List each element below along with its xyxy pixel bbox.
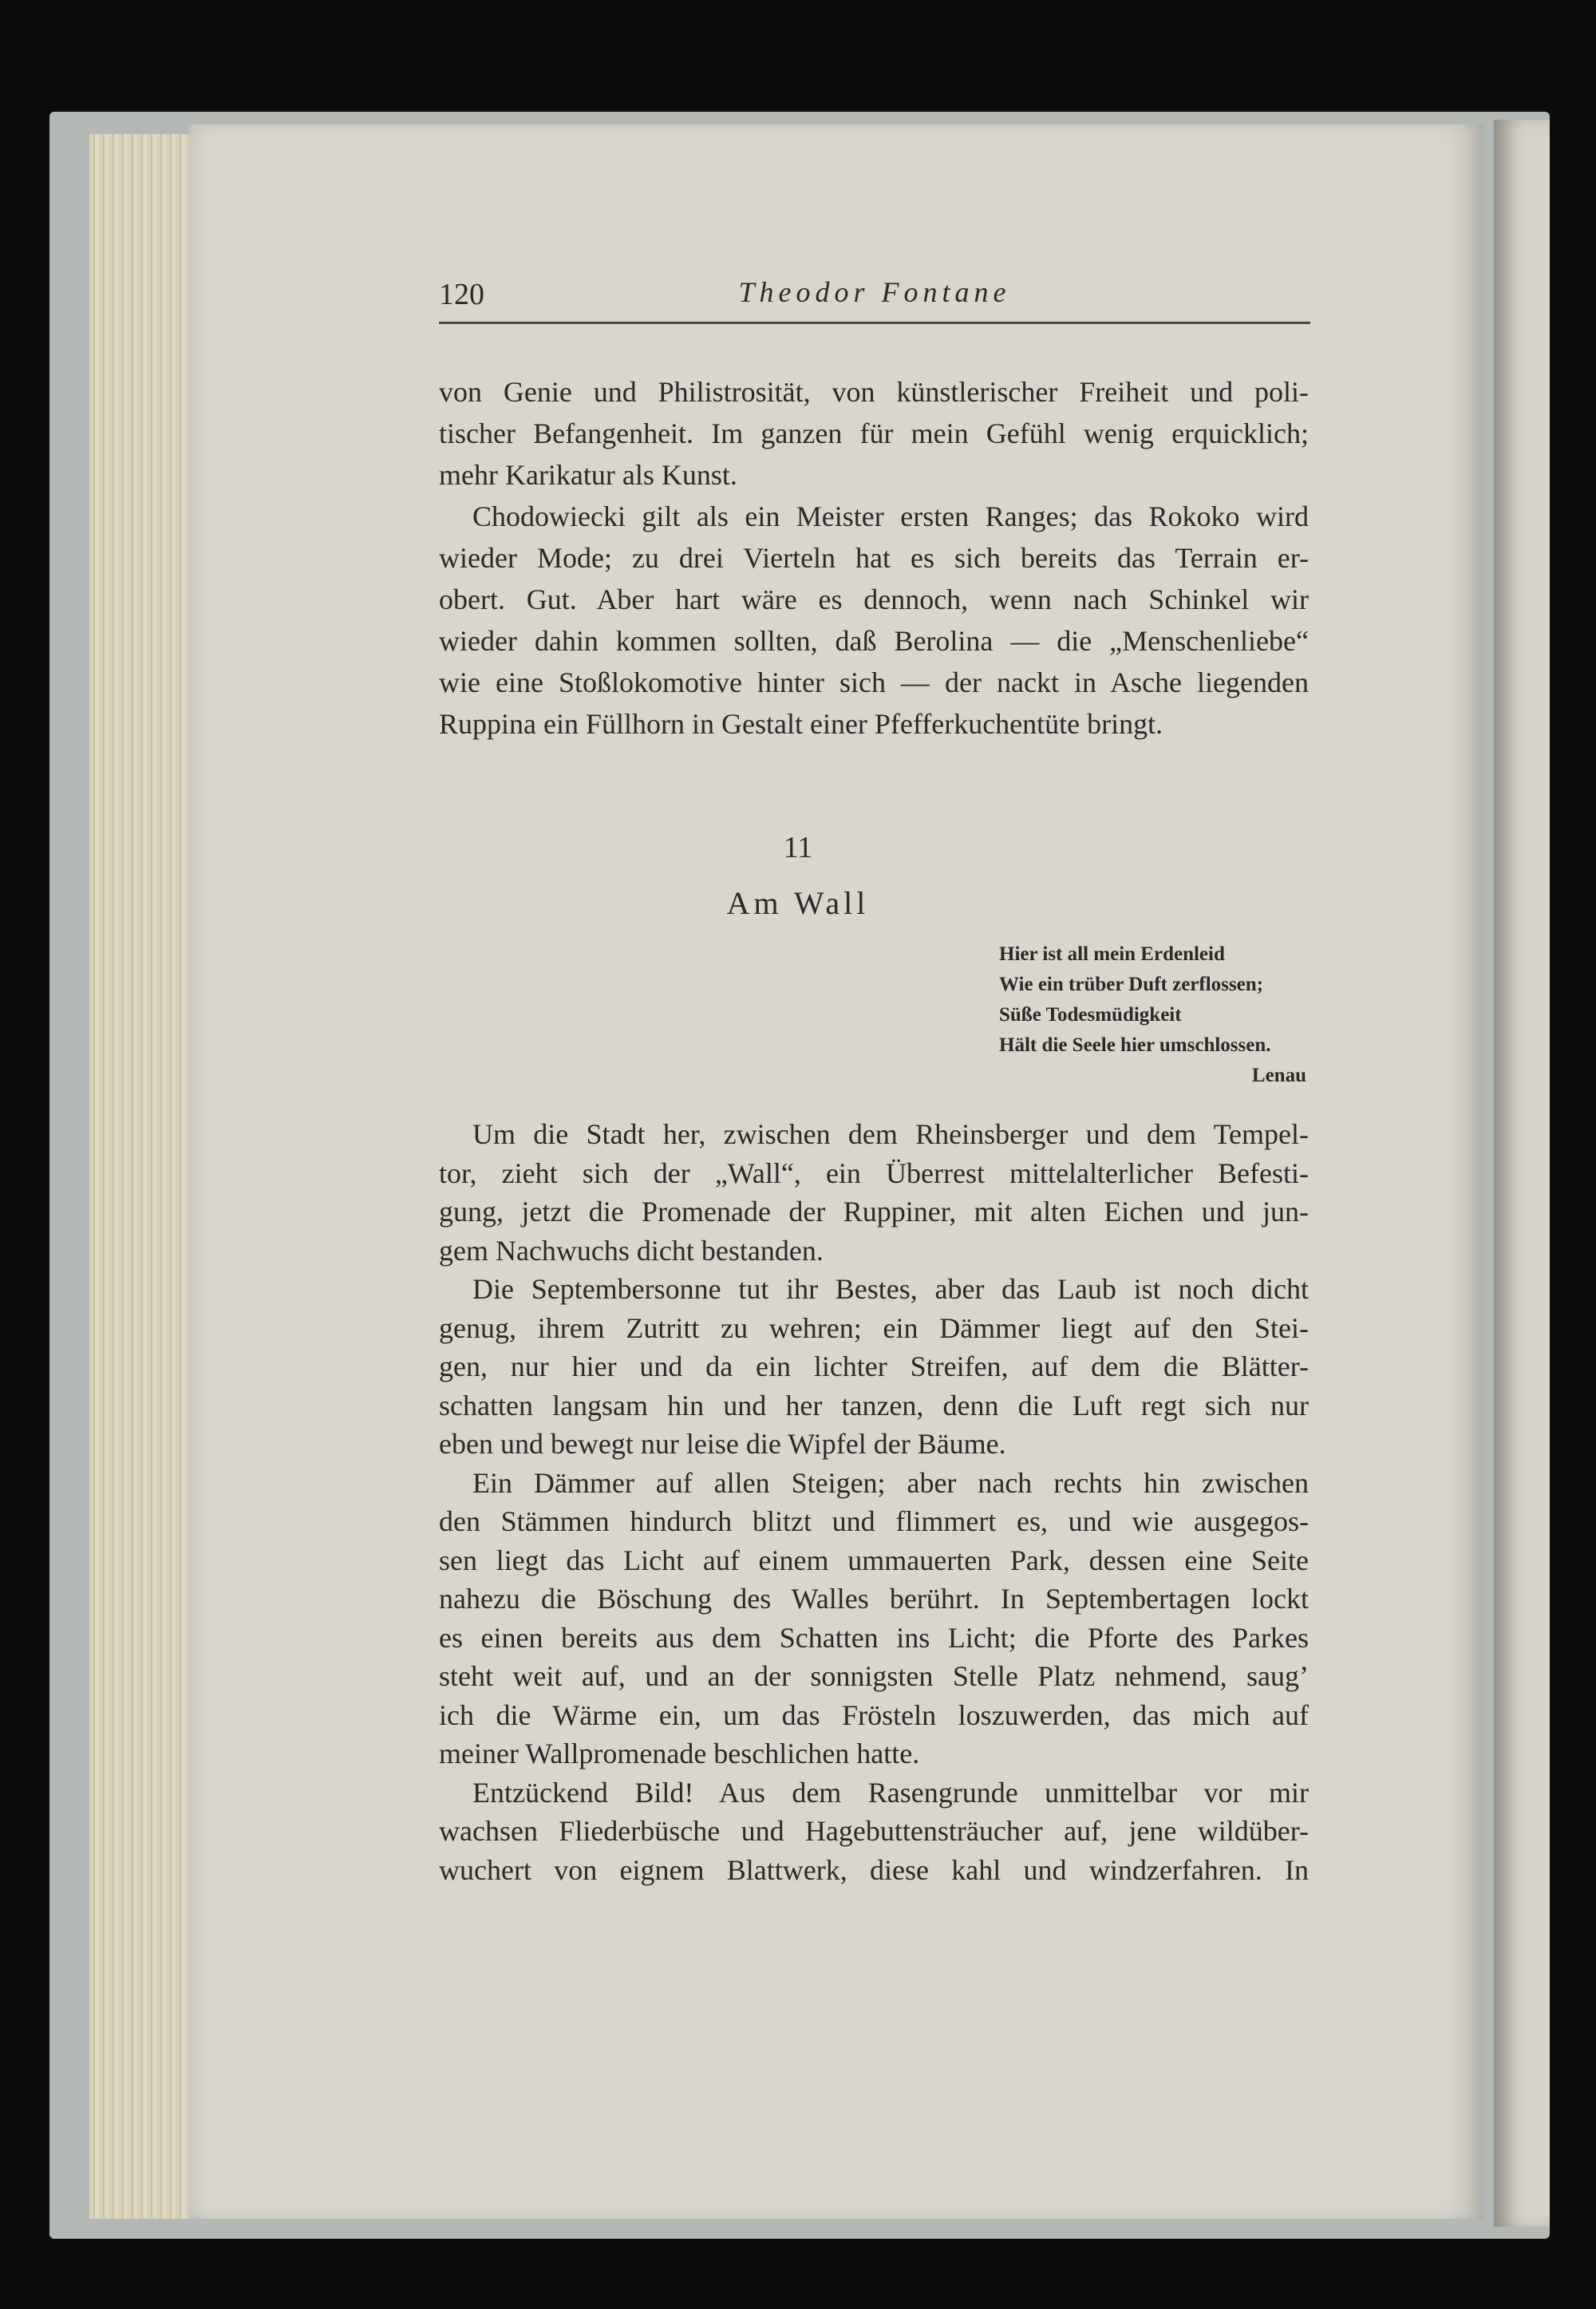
epigraph-line: Süße Todesmüdigkeit — [999, 1004, 1182, 1026]
paragraph — [439, 1270, 1309, 1464]
text-block-lower — [439, 1115, 1309, 1889]
text-line: mehr Karikatur als Kunst. — [439, 459, 737, 491]
epigraph-line: Hält die Seele hier umschlossen. — [999, 1034, 1271, 1056]
paragraph — [439, 1115, 1309, 1270]
epigraph — [999, 939, 1306, 1091]
text-line: schatten langsam hin und her tanzen, denn die Luft regt sich nur — [439, 1389, 1309, 1421]
section-title: Am Wall — [726, 885, 870, 921]
text-line: tor, zieht sich der „Wall“, ein Überrest mittelalterlicher Befesti- — [439, 1156, 1309, 1189]
text-line: es einen bereits aus dem Schatten ins Licht; die Pforte des Parkes — [439, 1621, 1309, 1654]
epigraph-line: Hier ist all mein Erdenleid — [999, 943, 1225, 965]
text-line: sen liegt das Licht auf einem ummauerten Park, dessen eine Seite — [439, 1544, 1309, 1576]
text-line: tischer Befangenheit. Im ganzen für mein Gefühl wenig erquicklich; — [439, 417, 1309, 449]
text-line: wie eine Stoßlokomotive hinter sich — der nackt in Asche liegenden — [439, 666, 1309, 698]
text-line: meiner Wallpromenade beschlichen hatte. — [439, 1738, 920, 1769]
text-line: gen, nur hier und da ein lichter Streifen, auf dem die Blätter- — [439, 1350, 1309, 1382]
text-line: gem Nachwuchs dicht bestanden. — [439, 1234, 824, 1267]
text-block-upper — [439, 371, 1309, 745]
text-line: steht weit auf, und an der sonnigsten Stelle Platz nehmend, saug’ — [439, 1660, 1309, 1692]
text-line: Chodowiecki gilt als ein Meister ersten Ranges; das Rokoko wird — [472, 500, 1309, 532]
text-line: gung, jetzt die Promenade der Ruppiner, mit alten Eichen und jun- — [439, 1196, 1309, 1228]
text-line: nahezu die Böschung des Walles berührt. In Septembertagen lockt — [439, 1583, 1309, 1615]
text-line: eben und bewegt nur leise die Wipfel der Bäume. — [439, 1428, 1006, 1460]
text-line: ich die Wärme ein, um das Frösteln loszuwerden, das mich auf — [439, 1698, 1309, 1731]
text-line: Um die Stadt her, zwischen dem Rheinsberger und dem Tempel- — [472, 1118, 1309, 1150]
paragraph — [439, 1773, 1309, 1890]
facing-page-edge — [1494, 120, 1550, 2227]
paragraph — [439, 1464, 1309, 1773]
text-line: wachsen Fliederbüsche und Hagebuttensträucher auf, jene wildüber- — [439, 1815, 1309, 1847]
paragraph — [439, 371, 1309, 496]
text-line: Ruppina ein Füllhorn in Gestalt einer Pfefferkuchentüte bringt. — [439, 708, 1163, 740]
text-line: den Stämmen hindurch blitzt und flimmert es, und wie ausgegos- — [439, 1505, 1309, 1537]
text-line: von Genie und Philistrosität, von künstlerischer Freiheit und poli- — [439, 376, 1309, 408]
epigraph-attribution: Lenau — [1251, 1065, 1306, 1086]
page-number: 120 — [439, 278, 484, 311]
page-edges — [89, 134, 192, 2219]
text-line: genug, ihrem Zutritt zu wehren; ein Dämmer liegt auf den Stei- — [439, 1311, 1309, 1344]
section-number: 11 — [783, 831, 813, 864]
text-line: Ein Dämmer auf allen Steigen; aber nach rechts hin zwischen — [472, 1466, 1309, 1499]
text-line: wuchert von eignem Blattwerk, diese kahl und windzerfahren. In — [439, 1853, 1309, 1886]
epigraph-line: Wie ein trüber Duft zerflossen; — [999, 974, 1263, 995]
paragraph — [439, 496, 1309, 745]
running-header — [439, 275, 1310, 324]
text-line: obert. Gut. Aber hart wäre es dennoch, wenn nach Schinkel wir — [439, 583, 1309, 615]
text-line: Entzückend Bild! Aus dem Rasengrunde unmittelbar vor mir — [472, 1776, 1309, 1809]
text-line: wieder dahin kommen sollten, daß Berolina — die „Menschenliebe“ — [439, 625, 1309, 657]
text-line: wieder Mode; zu drei Vierteln hat es sich bereits das Terrain er- — [439, 542, 1309, 574]
running-title: Theodor Fontane — [738, 276, 1011, 308]
text-line: Die Septembersonne tut ihr Bestes, aber das Laub ist noch dicht — [472, 1273, 1309, 1305]
